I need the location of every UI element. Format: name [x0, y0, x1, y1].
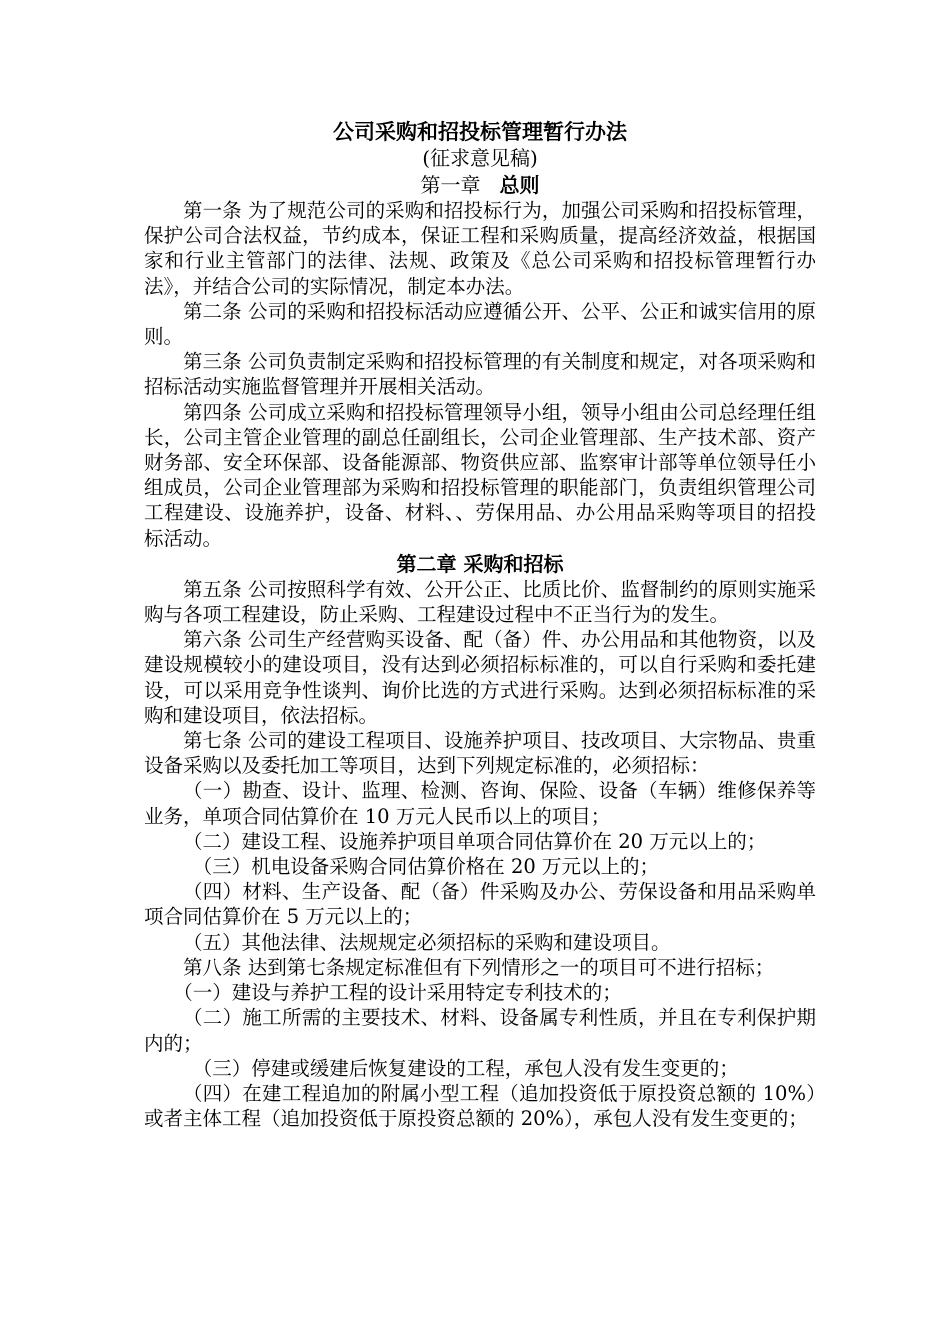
chapter-1-prefix: 第一章	[420, 173, 481, 197]
article-6: 第六条 公司生产经营购买设备、配（备）件、办公用品和其他物资，以及建设规模较小的建设项目，没有达到必须招标标准的，可以自行采购和委托建设，可以采用竞争性谈判、询价比选的方式进行采购。达到必须招标标准的采购和建设项目，依法招标。	[144, 628, 816, 727]
article-2: 第二条 公司的采购和招投标活动应遵循公开、公平、公正和诚实信用的原则。	[144, 299, 816, 349]
chapter-heading-2: 第二章 采购和招标	[396, 551, 564, 576]
article-7: 第七条 公司的建设工程项目、设施养护项目、技改项目、大宗物品、贵重设备采购以及委托加工等项目，达到下列规定标准的，必须招标：	[144, 729, 816, 778]
document-page	[144, 118, 816, 1131]
article-3: 第三条 公司负责制定采购和招投标管理的有关制度和规定，对各项采购和招标活动实施监督管理并开展相关活动。	[144, 350, 816, 399]
article-7-item-3: （三）机电设备采购合同估算价格在 20 万元以上的；	[192, 855, 659, 879]
article-8-item-3: （三）停建或缓建后恢复建设的工程，承包人没有发生变更的；	[192, 1056, 739, 1080]
article-1: 第一条 为了规范公司的采购和招投标行为，加强公司采购和招投标管理，保护公司合法权益，节约成本，保证工程和采购质量，提高经济效益，根据国家和行业主管部门的法律、法规、政策及《总公司采购和招投标管理暂行办法》，并结合公司的实际情况，制定本办法。	[144, 199, 816, 298]
article-7-item-1: （一）勘查、设计、监理、检测、咨询、保险、设备（车辆）维修保养等业务，单项合同估算价在 10 万元人民币以上的项目；	[144, 779, 816, 828]
document-title: 公司采购和招投标管理暂行办法	[333, 119, 627, 144]
document-subtitle: (征求意见稿)	[422, 146, 538, 170]
article-7-item-2: （二）建设工程、设施养护项目单项合同估算价在 20 万元以上的；	[183, 829, 767, 853]
article-8: 第八条 达到第七条规定标准但有下列情形之一的项目可不进行招标；	[183, 955, 775, 979]
chapter-heading-1	[144, 172, 816, 198]
chapter-1-name: 总则	[499, 173, 540, 197]
article-7-item-4: （四）材料、生产设备、配（备）件采购及办公、劳保设备和用品采购单项合同估算价在 5 万元以上的；	[144, 880, 816, 929]
article-7-item-5: （五）其他法律、法规规定必须招标的采购和建设项目。	[183, 930, 671, 954]
article-8-item-4: （四）在建工程追加的附属小型工程（追加投资低于原投资总额的 10%）或者主体工程（追加投资低于原投资总额的 20%），承包人没有发生变更的；	[144, 1081, 816, 1131]
article-5: 第五条 公司按照科学有效、公开公正、比质比价、监督制约的原则实施采购与各项工程建设，防止采购、工程建设过程中不正当行为的发生。	[144, 577, 816, 627]
article-4: 第四条 公司成立采购和招投标管理领导小组，领导小组由公司总经理任组长，公司主管企业管理的副总任副组长，公司企业管理部、生产技术部、资产财务部、安全环保部、设备能源部、物资供应部、监察审计部等单位领导任小组成员，公司企业管理部为采购和招投标管理的职能部门，负责组织管理公司工程建设、设施养护，设备、材料、、劳保用品、办公用品采购等项目的招投标活动。	[144, 400, 816, 550]
article-8-item-1: （一）建设与养护工程的设计采用特定专利技术的；	[173, 981, 622, 1005]
article-8-item-2: （二）施工所需的主要技术、材料、设备属专利性质，并且在专利保护期内的；	[144, 1006, 816, 1055]
